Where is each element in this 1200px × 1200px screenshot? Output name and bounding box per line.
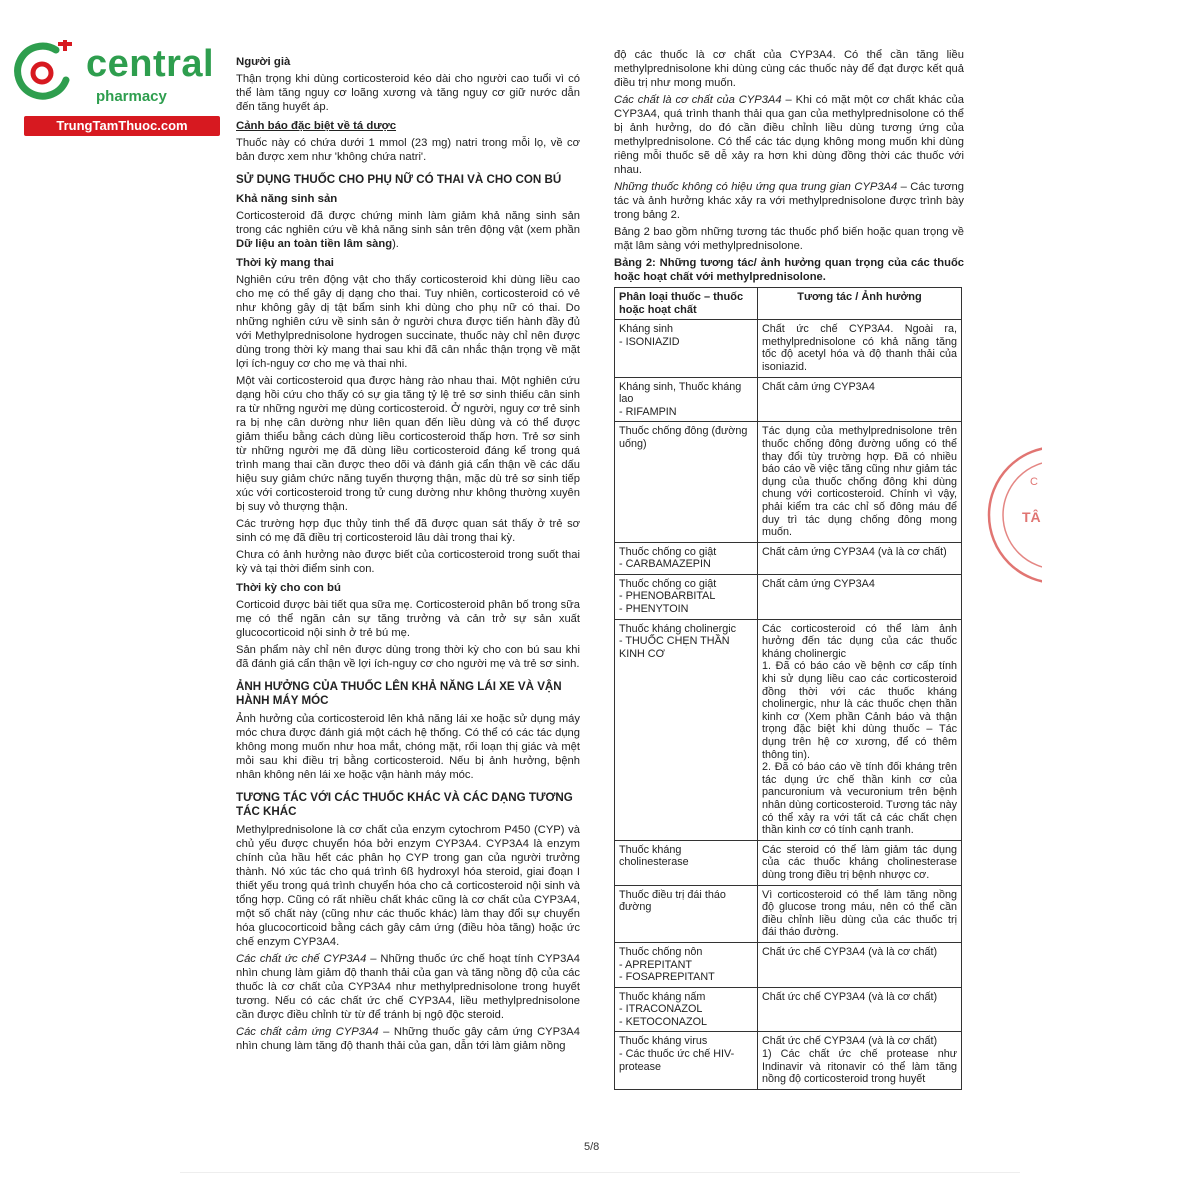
effect-cell: Chất ức chế CYP3A4 (và là cơ chất) <box>758 987 962 1032</box>
heading-pregnancy-period: Thời kỳ mang thai <box>236 257 334 269</box>
para-elderly: Thận trọng khi dùng corticosteroid kéo dài cho người cao tuổi vì có thể làm tăng nguy cơ loãng xương và tăng nguy cơ giữ nước dẫn đến tăng huyết áp. <box>236 73 580 113</box>
drug-class-cell: Thuốc chống đông (đường uống) <box>615 422 758 542</box>
heading-interactions: TƯƠNG TÁC VỚI CÁC THUỐC KHÁC VÀ CÁC DẠNG TƯƠNG TÁC KHÁC <box>236 791 573 818</box>
heading-elderly: Người già <box>236 56 291 68</box>
logo-wordmark: central <box>86 43 215 85</box>
para-interactions-1: Methylprednisolone là cơ chất của enzym cytochrom P450 (CYP) và chủ yếu được chuyển hóa bởi enzym CYP3A4. CYP3A4 là enzym chính của hầu hết các phân họ CYP trong gan của người trưởng thành. Nó xúc tác cho quá trình 6ß hydroxyl hóa steroid, giai đoạn I thiết yếu trong quá trình chuyển hóa cho cả corticosteroid nội sinh và tổng hợp. Cũng có rất nhiều chất khác cũng là cơ chất của CYP3A4, một số chất này (cũng như các thuốc khác) làm thay đổi sự chuyển hóa glucocorticoid bằng cách gây cảm ứng (điều hòa tăng) hoặc ức chế enzym CYP3A4. <box>236 824 580 948</box>
table-row <box>615 422 962 542</box>
drug-class-cell: Thuốc chống co giật - CARBAMAZEPIN <box>615 542 758 574</box>
table-header-row <box>615 288 962 320</box>
table-row <box>615 619 962 840</box>
drug-class-cell: Thuốc kháng virus - Các thuốc ức chế HIV-protease <box>615 1032 758 1089</box>
logo-subtitle: pharmacy <box>96 88 167 105</box>
table-row <box>615 377 962 422</box>
effect-cell: Chất cảm ứng CYP3A4 <box>758 377 962 422</box>
para-substrates: Các chất là cơ chất của CYP3A4 – Khi có mặt một cơ chất khác của CYP3A4, quá trình thanh thải qua gan của methylprednisolone có thể bị ảnh hưởng, do đó cần điều chỉnh liều dùng tương ứng của methylprednisolone. Có thể các tác dụng không mong muốn khi dùng riêng mỗi thuốc sẽ dễ xảy ra hơn khi dùng đồng thời các thuốc với nhau. <box>614 94 964 176</box>
table-header-effect: Tương tác / Ảnh hưởng <box>758 288 962 320</box>
interaction-table <box>614 287 962 1090</box>
effect-cell: Tác dụng của methylprednisolone trên thuốc chống đông đường uống có thể thay đổi tùy trường hợp. Đã có nhiều báo cáo về việc tăng cũng như giảm tác dụng của thuốc chống đông khi dùng chung với corticosteroid. Chính vì vậy, phải kiểm tra các chỉ số đông máu để duy trì tác dụng chống đông mong muốn. <box>758 422 962 542</box>
para-pregnancy-1: Nghiên cứu trên động vật cho thấy corticosteroid khi dùng liều cao cho mẹ có thể gây dị dạng cho thai. Tuy nhiên, corticosteroid có vẻ như không gây dị tật bẩm sinh khi dùng cho phụ nữ có thai. Do những nghiên cứu về sinh sản ở người chưa được tiến hành đầy đủ với Methylprednisolone hydrogen succinate, thuốc này chỉ nên được dùng trong thời kỳ mang thai sau khi đã cân nhắc thận trọng về mặt lợi ích-nguy cơ cho mẹ và thai nhi. <box>236 274 580 370</box>
effect-cell: Các steroid có thể làm giảm tác dụng của các thuốc kháng cholinesterase dùng trong điều trị bệnh nhược cơ. <box>758 840 962 885</box>
drug-class-cell: Thuốc kháng nấm - ITRACONAZOL - KETOCONAZOL <box>615 987 758 1032</box>
effect-cell: Các corticosteroid có thể làm ảnh hưởng đến tác dụng của các thuốc kháng cholinergic 1. Đã có báo cáo về bệnh cơ cấp tính khi sử dụng liều cao các corticosteroid đồng thời với các thuốc kháng cholinergic, như là các thuốc chẹn thần kinh cơ (Xem phần Cảnh báo và thận trọng đặc biệt khi dùng thuốc – Tác dụng trên hệ cơ xương, để có thêm thông tin). 2. Đã có báo cáo về tính đối kháng trên tác dụng ức chế thần kinh cơ của pancuronium và vecuronium trên bệnh nhân dùng corticosteroid. Tương tác này có thể xảy ra với tất cả các chất chẹn thần kinh cơ có tính cạnh tranh. <box>758 619 962 840</box>
para-table-intro: Bảng 2 bao gồm những tương tác thuốc phổ biến hoặc quan trọng về mặt lâm sàng với methylprednisolone. <box>614 226 964 252</box>
right-column <box>614 48 964 1090</box>
para-pregnancy-3: Các trường hợp đục thủy tinh thể đã được quan sát thấy ở trẻ sơ sinh có mẹ đã điều trị corticosteroid lâu dài trong thai kỳ. <box>236 518 580 544</box>
drug-class-cell: Thuốc chống nôn - APREPITANT - FOSAPREPITANT <box>615 942 758 987</box>
table-header-drug: Phân loại thuốc – thuốc hoặc hoạt chất <box>615 288 758 320</box>
para-excipient: Thuốc này có chứa dưới 1 mmol (23 mg) natri trong mỗi lọ, về cơ bản được xem như 'không chứa natri'. <box>236 137 580 163</box>
heading-driving: ẢNH HƯỞNG CỦA THUỐC LÊN KHẢ NĂNG LÁI XE VÀ VẬN HÀNH MÁY MÓC <box>236 680 562 707</box>
page-number: 5/8 <box>584 1141 600 1153</box>
para-continuation: độ các thuốc là cơ chất của CYP3A4. Có thể cần tăng liều methylprednisolone khi dùng cùng các thuốc này để đạt được kết quả điều trị như mong muốn. <box>614 49 964 89</box>
drug-class-cell: Kháng sinh - ISONIAZID <box>615 320 758 377</box>
svg-text:C: C <box>1030 476 1038 488</box>
para-pregnancy-2: Một vài corticosteroid qua được hàng rào nhau thai. Một nghiên cứu dạng hồi cứu cho thấy có sự gia tăng tỷ lệ trẻ sơ sinh thiếu cân sinh ra từ những người mẹ dùng corticosteroid. Ở người, nguy cơ trẻ sinh ra bị nhẹ cân dường như liên quan đến liều dùng và có thể được giảm thiểu bằng cách dùng liều corticosteroid thấp hơn. Trẻ sơ sinh từ những người mẹ đã dùng liều corticosteroid đáng kể trong quá trình mang thai cần được theo dõi và đánh giá cẩn thận về các dấu hiệu suy giảm chức năng tuyến thượng thận, mặc dù trẻ sơ sinh tiếp xúc với corticosteroid trong tử cung dường như không thường xuyên bị suy vỏ thượng thận. <box>236 375 580 513</box>
drug-class-cell: Thuốc chống co giật - PHENOBARBITAL - PHENYTOIN <box>615 574 758 619</box>
para-interactions-3: Các chất cảm ứng CYP3A4 – Những thuốc gây cảm ứng CYP3A4 nhìn chung làm tăng độ thanh thải của gan, dẫn tới làm giảm nồng <box>236 1026 580 1052</box>
para-driving: Ảnh hưởng của corticosteroid lên khả năng lái xe hoặc sử dụng máy móc chưa được đánh giá một cách hệ thống. Có thể có các tác dụng không mong muốn như hoa mắt, chóng mặt, rối loạn thị giác và mệt mỏi sau khi điều trị bằng corticosteroid. Nếu bị ảnh hưởng, bệnh nhân không nên lái xe hoặc vận hành máy móc. <box>236 713 580 781</box>
para-lactation-1: Corticoid được bài tiết qua sữa mẹ. Corticosteroid phân bố trong sữa mẹ có thể ngăn cản sự tăng trưởng và cản trở sự sản xuất glucocorticoid nội sinh ở trẻ bú mẹ. <box>236 599 580 639</box>
heading-pregnancy-lactation: SỬ DỤNG THUỐC CHO PHỤ NỮ CÓ THAI VÀ CHO CON BÚ <box>236 173 562 186</box>
drug-class-cell: Thuốc kháng cholinergic - THUỐC CHẸN THẦN KINH CƠ <box>615 619 758 840</box>
drug-class-cell: Kháng sinh, Thuốc kháng lao - RIFAMPIN <box>615 377 758 422</box>
para-non-cyp: Những thuốc không có hiệu ứng qua trung gian CYP3A4 – Các tương tác và ảnh hưởng khác xảy ra với methylprednisolone được trình bày trong bảng 2. <box>614 181 964 221</box>
table-row <box>615 885 962 942</box>
central-pharmacy-logo <box>10 36 220 136</box>
effect-cell: Chất ức chế CYP3A4 (và là cơ chất) <box>758 942 962 987</box>
heading-fertility: Khả năng sinh sản <box>236 193 338 205</box>
effect-cell: Chất ức chế CYP3A4. Ngoài ra, methylprednisolone có khả năng tăng tốc độ acetyl hóa và độ thanh thải của isoniazid. <box>758 320 962 377</box>
stamp-seal <box>982 440 1042 590</box>
table-title: Bảng 2: Những tương tác/ ảnh hưởng quan trọng của các thuốc hoặc hoạt chất với methylprednisolone. <box>614 257 964 283</box>
effect-cell: Vì corticosteroid có thể làm tăng nồng độ glucose trong máu, nên có thể cần điều chỉnh liều dùng của các thuốc trị đái tháo đường. <box>758 885 962 942</box>
table-row <box>615 942 962 987</box>
left-column <box>236 50 580 1056</box>
effect-cell: Chất cảm ứng CYP3A4 <box>758 574 962 619</box>
table-row <box>615 542 962 574</box>
table-row <box>615 987 962 1032</box>
drug-class-cell: Thuốc điều trị đái tháo đường <box>615 885 758 942</box>
logo-url-banner: TrungTamThuoc.com <box>24 116 220 136</box>
pharmacy-ring-icon <box>12 40 74 102</box>
heading-lactation: Thời kỳ cho con bú <box>236 582 341 594</box>
heading-excipient: Cảnh báo đặc biệt về tá dược <box>236 120 397 132</box>
svg-text:TÂ: TÂ <box>1022 509 1041 525</box>
para-pregnancy-4: Chưa có ảnh hưởng nào được biết của corticosteroid trong suốt thai kỳ và tại thời điểm sinh con. <box>236 549 580 575</box>
table-row <box>615 574 962 619</box>
para-interactions-2: Các chất ức chế CYP3A4 – Những thuốc ức chế hoạt tính CYP3A4 nhìn chung làm giảm độ thanh thải của gan và tăng nồng độ của các thuốc là cơ chất của CYP3A4 như methylprednisolone trong huyết tương. Nếu có các chất ức chế CYP3A4, liều methylprednisolone cần được điều chỉnh từ từ để tránh bị ngộ độc steroid. <box>236 953 581 1021</box>
effect-cell: Chất cảm ứng CYP3A4 (và là cơ chất) <box>758 542 962 574</box>
page-divider <box>180 1172 1020 1173</box>
para-fertility: Corticosteroid đã được chứng minh làm giảm khả năng sinh sản trong các nghiên cứu về khả năng sinh sản trên động vật (xem phần Dữ liệu an toàn tiền lâm sàng). <box>236 210 580 250</box>
table-row <box>615 1032 962 1089</box>
drug-class-cell: Thuốc kháng cholinesterase <box>615 840 758 885</box>
table-row <box>615 840 962 885</box>
para-lactation-2: Sản phẩm này chỉ nên được dùng trong thời kỳ cho con bú sau khi đã đánh giá cẩn thận về lợi ích-nguy cơ cho người mẹ và trẻ sơ sinh. <box>236 644 580 670</box>
table-row <box>615 320 962 377</box>
effect-cell: Chất ức chế CYP3A4 (và là cơ chất) 1) Các chất ức chế protease như Indinavir và ritonavir có thể làm tăng nồng độ corticosteroid trong huyết <box>758 1032 962 1089</box>
